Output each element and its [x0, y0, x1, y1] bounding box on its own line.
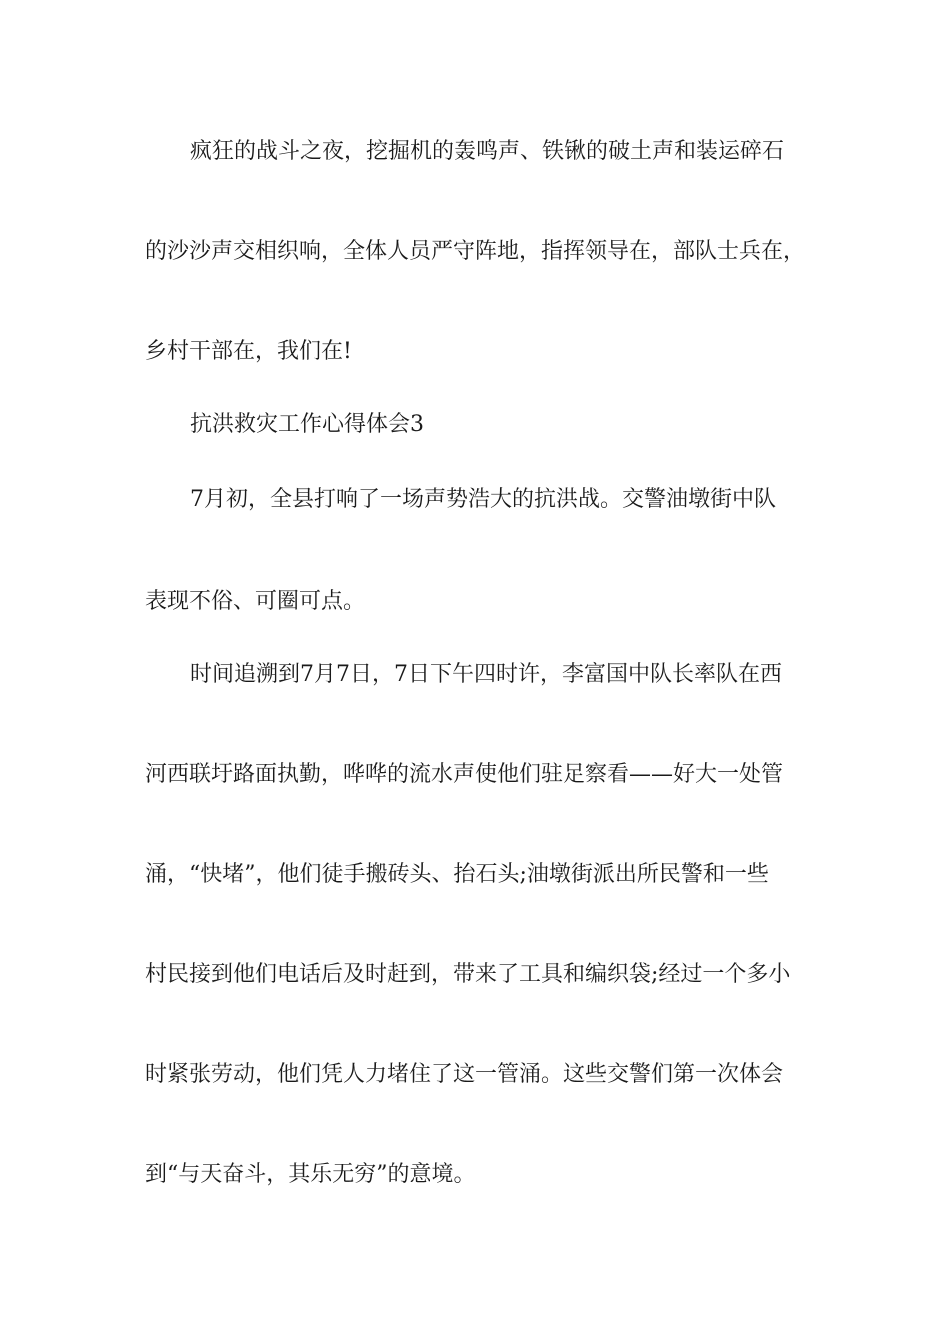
paragraph-3-line-5: 时紧张劳动，他们凭人力堵住了这一管涌。这些交警们第一次体会: [145, 1062, 784, 1087]
paragraph-3-line-3: 涌，“快堵”，他们徒手搬砖头、抬石头;油墩街派出所民警和一些: [145, 862, 769, 887]
paragraph-1-line-3: 乡村干部在，我们在!: [145, 339, 352, 364]
paragraph-1-line-1: 疯狂的战斗之夜，挖掘机的轰鸣声、铁锹的破土声和装运碎石: [190, 139, 785, 164]
paragraph-2-line-2: 表现不俗、可圈可点。: [145, 589, 366, 614]
paragraph-2-line-1: 7月初，全县打响了一场声势浩大的抗洪战。交警油墩街中队: [190, 487, 776, 512]
paragraph-3-line-4: 村民接到他们电话后及时赶到，带来了工具和编织袋;经过一个多小: [145, 962, 791, 987]
paragraph-1-line-2: 的沙沙声交相织响，全体人员严守阵地，指挥领导在，部队士兵在，: [145, 239, 806, 264]
paragraph-3-line-1: 时间追溯到7月7日，7日下午四时许，李富国中队长率队在西: [190, 662, 782, 687]
paragraph-3-line-2: 河西联圩路面执勤，哗哗的流水声使他们驻足察看——好大一处管: [145, 762, 784, 787]
paragraph-3-line-6: 到“与天奋斗，其乐无穷”的意境。: [145, 1162, 476, 1187]
section-heading: 抗洪救灾工作心得体会3: [190, 412, 424, 437]
